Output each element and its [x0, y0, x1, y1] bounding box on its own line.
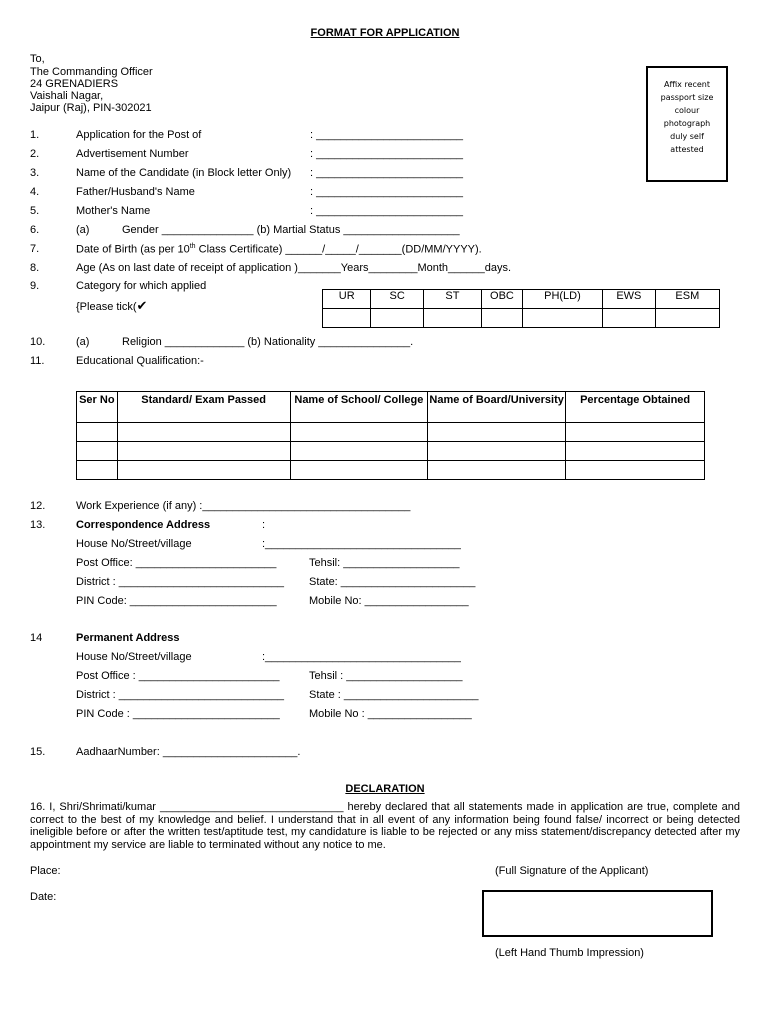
perm-district-field[interactable]: District : ___________________________ — [76, 689, 284, 701]
table-row — [77, 442, 705, 461]
item-number: 8. — [30, 262, 40, 274]
candidate-name-field[interactable]: : ________________________ — [310, 167, 463, 179]
edu-cell[interactable] — [117, 423, 290, 442]
dob-field[interactable] — [76, 243, 482, 256]
item-number: 13. — [30, 519, 46, 531]
item-label: Name of the Candidate (in Block letter Only) — [76, 167, 292, 179]
category-tick-cell[interactable] — [522, 309, 602, 328]
dob-fill: Class Certificate) ______/_____/_______(DD/MM/YYYY). — [195, 243, 482, 256]
signature-label: (Full Signature of the Applicant) — [495, 865, 649, 877]
edu-cell[interactable] — [290, 461, 427, 480]
item-number: 15. — [30, 746, 46, 758]
tick-icon: ✔ — [136, 299, 148, 314]
education-table — [76, 391, 705, 480]
address-line-2: The Commanding Officer — [30, 66, 153, 78]
category-label: Category for which applied — [76, 280, 207, 292]
photo-text: Affix recent — [663, 80, 711, 89]
category-header: SC — [371, 290, 423, 309]
edu-cell[interactable] — [428, 461, 566, 480]
item-number: 5. — [30, 205, 40, 217]
category-header: ST — [423, 290, 481, 309]
item-number: 1. — [30, 129, 40, 141]
item-number: 2. — [30, 148, 40, 160]
colon: : — [262, 519, 266, 531]
gender-status-field[interactable]: Gender _______________ (b) Martial Status ___________________ — [122, 224, 460, 236]
address-line-3: 24 GRENADIERS — [30, 78, 119, 90]
item-number: 12. — [30, 500, 46, 512]
photo-text: attested — [670, 145, 704, 154]
item-number: 14 — [30, 632, 43, 644]
declaration-body: 16. I, Shri/Shrimati/kumar ______________________________ hereby declared that all statements made in application are true, complete and correct to the best of my knowledge and belief. I understand that in all event of any information being found false/ incorrect or being detected ineligible before or after the written test/aptitude test, my candidature is liable to be rejected or any miss statement/discrepancy detected after my appointment my service are liable to terminated without any notice to me. — [30, 801, 740, 851]
corr-post-field[interactable]: Post Office: _______________________ — [76, 557, 277, 569]
corr-pin-field[interactable]: PIN Code: ________________________ — [76, 595, 277, 607]
edu-cell[interactable] — [566, 461, 705, 480]
edu-cell[interactable] — [117, 442, 290, 461]
perm-mobile-field[interactable]: Mobile No : _________________ — [309, 708, 472, 720]
edu-cell[interactable] — [77, 461, 118, 480]
item-sub: (a) — [76, 336, 90, 348]
address-line-5: Jaipur (Raj), PIN-302021 — [30, 102, 152, 114]
edu-header: Standard/ Exam Passed — [117, 392, 290, 423]
category-tick-cell[interactable] — [423, 309, 481, 328]
edu-cell[interactable] — [290, 423, 427, 442]
item-number: 4. — [30, 186, 40, 198]
edu-header: Ser No — [77, 392, 118, 423]
dob-sup: th — [189, 243, 196, 250]
item-number: 3. — [30, 167, 40, 179]
photo-text: duly self — [670, 132, 704, 141]
category-tick-cell[interactable] — [323, 309, 371, 328]
tick-text: {Please tick( — [76, 301, 137, 313]
item-label: Application for the Post of — [76, 129, 202, 141]
work-experience-field[interactable]: Work Experience (if any) :__________________________________ — [76, 500, 411, 512]
category-tick-cell[interactable] — [603, 309, 656, 328]
photo-box[interactable] — [646, 66, 728, 182]
item-number: 6. — [30, 224, 40, 236]
edu-cell[interactable] — [290, 442, 427, 461]
aadhaar-field[interactable]: AadhaarNumber: ______________________. — [76, 746, 301, 758]
permanent-heading: Permanent Address — [76, 632, 180, 644]
corr-district-field[interactable]: District : ___________________________ — [76, 576, 284, 588]
item-number: 11. — [30, 355, 45, 367]
category-header: UR — [323, 290, 371, 309]
father-name-field[interactable]: : ________________________ — [310, 186, 463, 198]
tick-instruction — [76, 299, 147, 314]
edu-cell[interactable] — [566, 442, 705, 461]
thumb-label: (Left Hand Thumb Impression) — [495, 947, 644, 959]
edu-cell[interactable] — [77, 442, 118, 461]
place-label: Place: — [30, 865, 61, 877]
date-label: Date: — [30, 891, 57, 903]
photo-text: passport size — [660, 93, 714, 102]
advertisement-field[interactable]: : ________________________ — [310, 148, 463, 160]
item-sub: (a) — [76, 224, 90, 236]
corr-tehsil-field[interactable]: Tehsil: ___________________ — [309, 557, 460, 569]
category-tick-cell[interactable] — [655, 309, 719, 328]
edu-cell[interactable] — [428, 423, 566, 442]
corr-state-field[interactable]: State: ______________________ — [309, 576, 476, 588]
mother-name-field[interactable]: : ________________________ — [310, 205, 463, 217]
category-header: ESM — [655, 290, 719, 309]
category-tick-cell[interactable] — [371, 309, 423, 328]
religion-nationality-field[interactable]: Religion _____________ (b) Nationality _______________. — [122, 336, 414, 348]
dob-label: Date of Birth (as per 10 — [76, 243, 190, 256]
post-field[interactable]: : ________________________ — [310, 129, 463, 141]
category-header: OBC — [482, 290, 523, 309]
edu-header: Name of Board/University — [428, 392, 566, 423]
category-header: EWS — [603, 290, 656, 309]
house-label: House No/Street/village — [76, 538, 192, 550]
address-line-1: To, — [30, 53, 45, 65]
photo-text: colour — [674, 106, 700, 115]
perm-house-field[interactable]: :________________________________ — [262, 651, 461, 663]
page-title: FORMAT FOR APPLICATION — [310, 27, 460, 39]
perm-post-field[interactable]: Post Office : _______________________ — [76, 670, 280, 682]
item-number: 10. — [30, 336, 46, 348]
category-header: PH(LD) — [522, 290, 602, 309]
perm-tehsil-field[interactable]: Tehsil : ___________________ — [309, 670, 463, 682]
edu-cell[interactable] — [117, 461, 290, 480]
corr-mobile-field[interactable]: Mobile No: _________________ — [309, 595, 469, 607]
item-label: Father/Husband's Name — [76, 186, 195, 198]
category-tick-cell[interactable] — [482, 309, 523, 328]
item-number: 7. — [30, 243, 40, 255]
edu-cell[interactable] — [428, 442, 566, 461]
declaration-heading: DECLARATION — [345, 783, 425, 795]
category-table — [322, 289, 720, 328]
perm-pin-field[interactable]: PIN Code : ________________________ — [76, 708, 280, 720]
correspondence-heading: Correspondence Address — [76, 519, 211, 531]
thumb-impression-box[interactable] — [482, 890, 713, 937]
photo-text: photograph — [663, 119, 711, 128]
item-label: Advertisement Number — [76, 148, 189, 160]
edu-header: Percentage Obtained — [566, 392, 705, 423]
item-label: Mother's Name — [76, 205, 151, 217]
address-line-4: Vaishali Nagar, — [30, 90, 104, 102]
education-label: Educational Qualification:- — [76, 355, 204, 367]
age-field[interactable]: Age (As on last date of receipt of application )_______Years________Month______days. — [76, 262, 512, 274]
edu-header: Name of School/ College — [290, 392, 427, 423]
table-row — [77, 461, 705, 480]
house-label: House No/Street/village — [76, 651, 192, 663]
edu-cell[interactable] — [77, 423, 118, 442]
corr-house-field[interactable]: :________________________________ — [262, 538, 461, 550]
table-row — [77, 423, 705, 442]
perm-state-field[interactable]: State : ______________________ — [309, 689, 479, 701]
edu-cell[interactable] — [566, 423, 705, 442]
item-number: 9. — [30, 280, 40, 292]
